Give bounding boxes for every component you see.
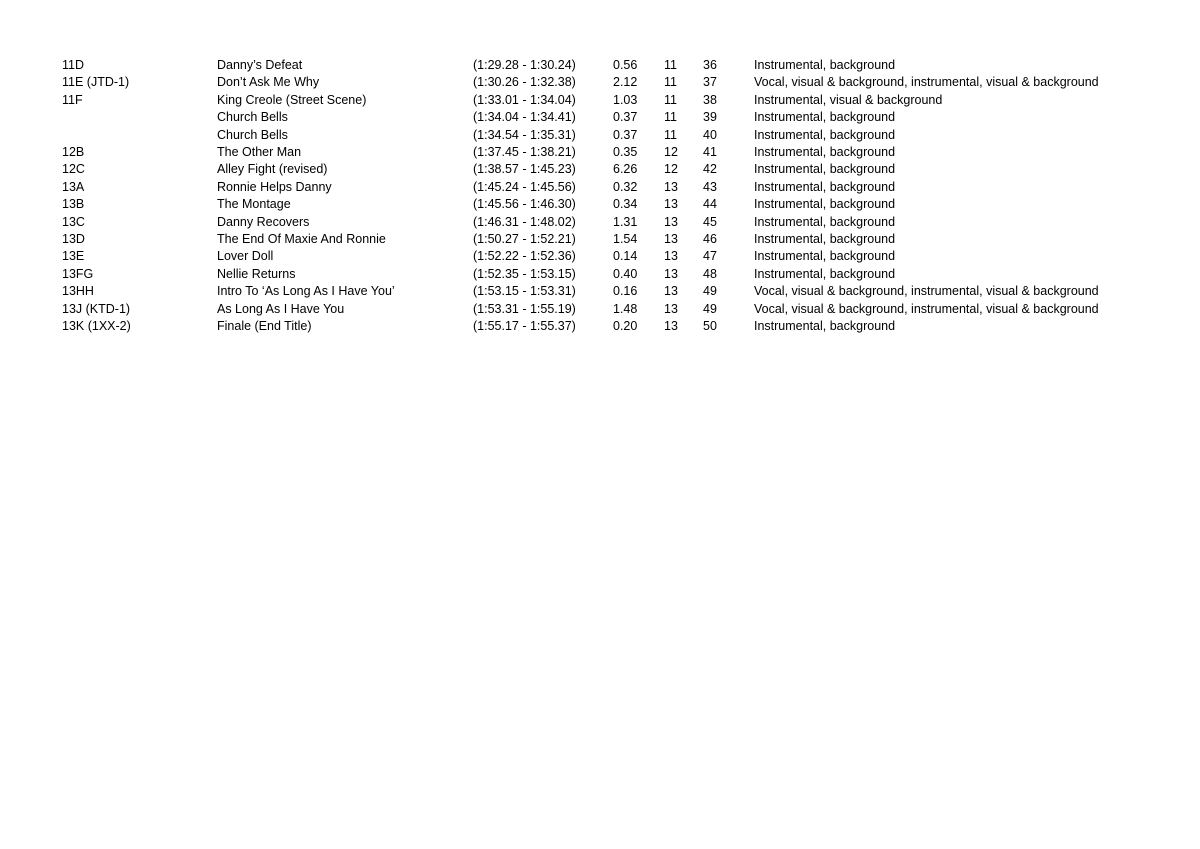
usage-cell: Instrumental, background (754, 162, 896, 177)
usage-cell: Instrumental, background (754, 145, 896, 160)
cue-number-cell: 13HH (62, 284, 94, 299)
duration-cell: 0.37 (613, 110, 638, 125)
music-title-cell: Ronnie Helps Danny (217, 179, 332, 194)
table-row (62, 231, 1124, 248)
timing-cell: (1:37.45 - 1:38.21) (473, 145, 576, 160)
reel-cell: 13 (664, 179, 678, 194)
duration-cell: 0.37 (613, 127, 638, 142)
timing-cell: (1:52.35 - 1:53.15) (473, 266, 576, 281)
cue-number-cell: 13D (62, 232, 85, 247)
duration-cell: 6.26 (613, 162, 638, 177)
duration-cell: 0.40 (613, 266, 638, 281)
sequence-number-cell: 47 (703, 249, 717, 264)
duration-cell: 0.32 (613, 179, 638, 194)
cue-number-cell: 13E (62, 249, 85, 264)
table-row (62, 248, 1124, 265)
timing-cell: (1:50.27 - 1:52.21) (473, 232, 576, 247)
cue-number-cell: 13C (62, 214, 85, 229)
sequence-number-cell: 40 (703, 127, 717, 142)
reel-cell: 13 (664, 301, 678, 316)
duration-cell: 1.31 (613, 214, 638, 229)
table-row (62, 92, 1124, 109)
usage-cell: Vocal, visual & background, instrumental, visual & background (754, 75, 1099, 90)
duration-cell: 0.56 (613, 58, 638, 72)
reel-cell: 11 (664, 92, 677, 107)
reel-cell: 13 (664, 266, 678, 281)
duration-cell: 1.48 (613, 301, 638, 316)
reel-cell: 12 (664, 145, 678, 160)
cue-number-cell: 12B (62, 145, 85, 160)
music-title-cell: Nellie Returns (217, 266, 296, 281)
cue-number-cell: 13A (62, 179, 85, 194)
cue-number-cell: 13FG (62, 266, 94, 281)
table-row (62, 318, 1124, 335)
duration-cell: 2.12 (613, 75, 638, 90)
usage-cell: Instrumental, visual & background (754, 92, 943, 107)
reel-cell: 11 (664, 127, 677, 142)
timing-cell: (1:34.54 - 1:35.31) (473, 127, 576, 142)
reel-cell: 12 (664, 162, 678, 177)
cue-sheet-table (62, 57, 1124, 336)
table-row (62, 144, 1124, 161)
table-row (62, 214, 1124, 231)
usage-cell: Instrumental, background (754, 58, 896, 72)
reel-cell: 13 (664, 232, 678, 247)
music-title-cell: Danny’s Defeat (217, 58, 303, 72)
reel-cell: 13 (664, 197, 678, 212)
music-title-cell: Church Bells (217, 110, 288, 125)
sequence-number-cell: 49 (703, 301, 717, 316)
usage-cell: Instrumental, background (754, 179, 896, 194)
sequence-number-cell: 41 (703, 145, 717, 160)
table-row (62, 109, 1124, 126)
table-row (62, 196, 1124, 213)
sequence-number-cell: 46 (703, 232, 717, 247)
sequence-number-cell: 37 (703, 75, 717, 90)
usage-cell: Instrumental, background (754, 232, 896, 247)
reel-cell: 11 (664, 75, 677, 90)
music-title-cell: Intro To ‘As Long As I Have You’ (217, 284, 395, 299)
music-title-cell: As Long As I Have You (217, 301, 345, 316)
duration-cell: 1.54 (613, 232, 638, 247)
timing-cell: (1:29.28 - 1:30.24) (473, 58, 576, 72)
sequence-number-cell: 43 (703, 179, 717, 194)
duration-cell: 0.35 (613, 145, 638, 160)
usage-cell: Instrumental, background (754, 110, 896, 125)
table-row (62, 266, 1124, 283)
table-row (62, 57, 1124, 74)
music-title-cell: Church Bells (217, 127, 288, 142)
reel-cell: 11 (664, 58, 677, 72)
cue-number-cell: 12C (62, 162, 85, 177)
table-row (62, 74, 1124, 91)
music-title-cell: Don’t Ask Me Why (217, 75, 320, 90)
reel-cell: 13 (664, 319, 678, 334)
reel-cell: 13 (664, 284, 678, 299)
table-row (62, 161, 1124, 178)
table-row (62, 301, 1124, 318)
music-title-cell: King Creole (Street Scene) (217, 92, 367, 107)
cue-number-cell: 13K (1XX-2) (62, 319, 131, 334)
music-title-cell: Lover Doll (217, 249, 274, 264)
reel-cell: 13 (664, 214, 678, 229)
sequence-number-cell: 42 (703, 162, 717, 177)
usage-cell: Instrumental, background (754, 319, 896, 334)
timing-cell: (1:53.31 - 1:55.19) (473, 301, 576, 316)
timing-cell: (1:30.26 - 1:32.38) (473, 75, 576, 90)
timing-cell: (1:45.56 - 1:46.30) (473, 197, 576, 212)
music-title-cell: Alley Fight (revised) (217, 162, 328, 177)
music-title-cell: The Other Man (217, 145, 302, 160)
table-row (62, 179, 1124, 196)
duration-cell: 0.14 (613, 249, 638, 264)
sequence-number-cell: 50 (703, 319, 717, 334)
reel-cell: 13 (664, 249, 678, 264)
sequence-number-cell: 45 (703, 214, 717, 229)
cue-number-cell: 11F (62, 92, 83, 107)
timing-cell: (1:46.31 - 1:48.02) (473, 214, 576, 229)
duration-cell: 0.34 (613, 197, 638, 212)
music-title-cell: The End Of Maxie And Ronnie (217, 232, 386, 247)
usage-cell: Instrumental, background (754, 214, 896, 229)
usage-cell: Vocal, visual & background, instrumental, visual & background (754, 301, 1099, 316)
sequence-number-cell: 48 (703, 266, 717, 281)
timing-cell: (1:52.22 - 1:52.36) (473, 249, 576, 264)
duration-cell: 1.03 (613, 92, 638, 107)
usage-cell: Instrumental, background (754, 249, 896, 264)
sequence-number-cell: 36 (703, 58, 717, 72)
timing-cell: (1:33.01 - 1:34.04) (473, 92, 576, 107)
duration-cell: 0.16 (613, 284, 638, 299)
timing-cell: (1:53.15 - 1:53.31) (473, 284, 576, 299)
table-row (62, 283, 1124, 300)
music-title-cell: The Montage (217, 197, 291, 212)
cue-number-cell (62, 109, 217, 126)
sequence-number-cell: 38 (703, 92, 717, 107)
sequence-number-cell: 39 (703, 110, 717, 125)
table-row (62, 127, 1124, 144)
timing-cell: (1:38.57 - 1:45.23) (473, 162, 576, 177)
music-title-cell: Danny Recovers (217, 214, 310, 229)
timing-cell: (1:55.17 - 1:55.37) (473, 319, 576, 334)
sequence-number-cell: 49 (703, 284, 717, 299)
usage-cell: Vocal, visual & background, instrumental, visual & background (754, 284, 1099, 299)
usage-cell: Instrumental, background (754, 197, 896, 212)
cue-number-cell: 13J (KTD-1) (62, 301, 131, 316)
cue-number-cell (62, 127, 217, 144)
timing-cell: (1:45.24 - 1:45.56) (473, 179, 576, 194)
cue-number-cell: 13B (62, 197, 85, 212)
sequence-number-cell: 44 (703, 197, 717, 212)
cue-number-cell: 11E (JTD-1) (62, 75, 130, 90)
cue-sheet-body (62, 57, 1124, 336)
cue-number-cell: 11D (62, 58, 85, 72)
music-title-cell: Finale (End Title) (217, 319, 312, 334)
usage-cell: Instrumental, background (754, 266, 896, 281)
timing-cell: (1:34.04 - 1:34.41) (473, 110, 576, 125)
reel-cell: 11 (664, 110, 677, 125)
usage-cell: Instrumental, background (754, 127, 896, 142)
duration-cell: 0.20 (613, 319, 638, 334)
